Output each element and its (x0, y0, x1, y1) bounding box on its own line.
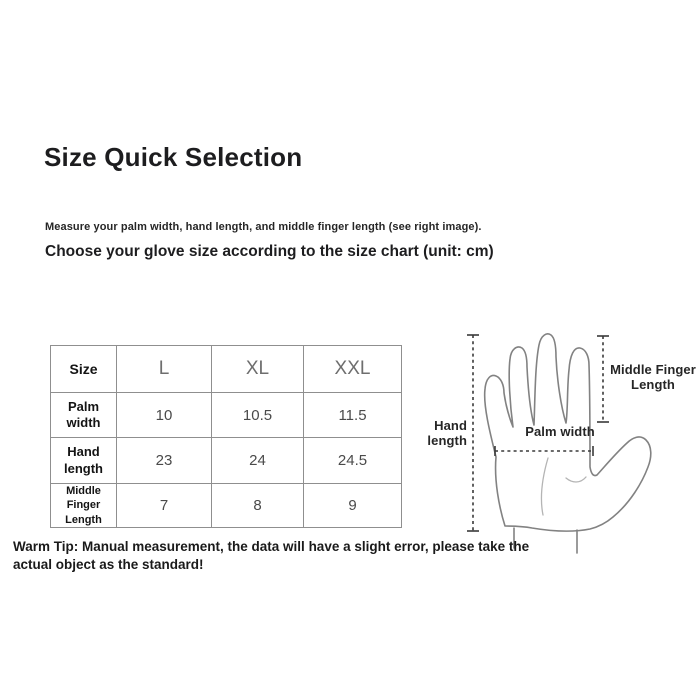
palm-width-xl: 10.5 (212, 393, 304, 438)
instruction-line-2: Choose your glove size according to the size chart (unit: cm) (45, 243, 494, 260)
palm-width-label: Palm width (525, 424, 595, 439)
row-label-hand-length: Hand length (51, 438, 117, 484)
instruction-line-1: Measure your palm width, hand length, and middle finger length (see right image). (45, 221, 482, 233)
hand-measurement-diagram (420, 315, 700, 565)
header-size-l: L (117, 346, 212, 393)
middle-finger-xxl: 9 (304, 484, 402, 528)
header-size-xl: XL (212, 346, 304, 393)
table-row-middle-finger (51, 484, 402, 528)
middle-finger-l: 7 (117, 484, 212, 528)
hand-length-xxl: 24.5 (304, 438, 402, 484)
middle-finger-xl: 8 (212, 484, 304, 528)
palm-width-xxl: 11.5 (304, 393, 402, 438)
row-label-palm-width: Palm width (51, 393, 117, 438)
palm-crease-2 (566, 477, 586, 482)
palm-crease-1 (541, 458, 548, 515)
palm-width-measure-line (495, 446, 593, 456)
page-title: Size Quick Selection (44, 142, 303, 172)
size-chart-header-row (51, 346, 402, 393)
header-size-xxl: XXL (304, 346, 402, 393)
size-chart-table (50, 345, 402, 528)
row-label-middle-finger: Middle Finger Length (51, 484, 117, 528)
table-row-hand-length (51, 438, 402, 484)
palm-width-l: 10 (117, 393, 212, 438)
hand-length-xl: 24 (212, 438, 304, 484)
warm-tip-text: Warm Tip: Manual measurement, the data will have a slight error, please take the actual object as the standard! (13, 539, 530, 572)
header-size: Size (51, 346, 117, 393)
hand-length-measure-line (467, 335, 479, 531)
table-row-palm-width (51, 393, 402, 438)
hand-length-label: Hand length (427, 418, 467, 448)
middle-finger-length-label: Middle Finger Length (610, 362, 696, 392)
hand-length-l: 23 (117, 438, 212, 484)
